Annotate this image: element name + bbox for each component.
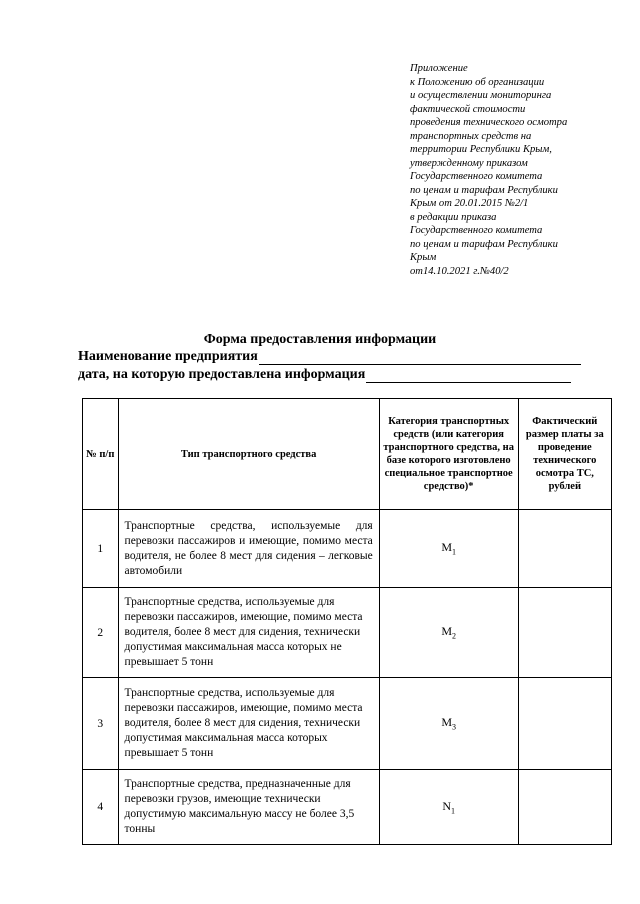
header-vehicle-type: Тип транспортного средства	[118, 399, 379, 510]
appendix-line: фактической стоимости	[410, 103, 526, 115]
table-row	[83, 510, 612, 588]
category-subscript: 2	[452, 631, 456, 641]
appendix-line: Крым	[410, 252, 437, 263]
appendix-line: и осуществлении мониторинга	[410, 90, 552, 101]
form-title: Форма предоставления информации	[203, 332, 437, 347]
appendix-line: по ценам и тарифам Республики	[410, 238, 558, 250]
table-row	[83, 678, 612, 770]
table-header-row	[83, 399, 612, 510]
category-cell	[379, 678, 518, 770]
category-subscript: 3	[452, 722, 456, 732]
vehicle-type-cell: Транспортные средства, предназначенные для перевозки грузов, имеющие технически допустимую максимальную массу не более 3,5 тонны	[118, 770, 379, 845]
row-number: 4	[83, 770, 119, 845]
appendix-line: по ценам и тарифам Республики	[410, 184, 558, 196]
header-number: № п/п	[83, 399, 119, 510]
appendix-line: утвержденному приказом	[410, 157, 528, 169]
vehicle-type-cell: Транспортные средства, используемые для перевозки пассажиров и имеющие, помимо места водителя, не более 8 мест для сидения – легковые автомобили	[118, 510, 379, 588]
inspection-fee-table	[82, 398, 612, 845]
category-subscript: 1	[452, 547, 456, 557]
row-number: 2	[83, 588, 119, 678]
category-cell	[379, 510, 518, 588]
company-name-field	[78, 349, 581, 365]
appendix-line: проведения технического осмотра	[410, 117, 568, 128]
category-code	[441, 624, 456, 641]
appendix-line: в редакции приказа	[410, 211, 497, 223]
category-letter: M	[441, 624, 452, 639]
appendix-line: Приложение	[410, 63, 468, 74]
appendix-line: Государственного комитета	[410, 171, 543, 182]
fee-cell	[518, 770, 611, 845]
table-row	[83, 770, 612, 845]
row-number: 3	[83, 678, 119, 770]
company-name-blank-line	[259, 351, 581, 365]
appendix-line: Крым от 20.01.2015 №2/1	[410, 198, 529, 209]
appendix-line: Государственного комитета	[410, 225, 543, 236]
appendix-line: транспортных средств на	[410, 130, 532, 142]
category-code	[441, 715, 456, 732]
category-code	[441, 540, 456, 557]
report-date-field	[78, 367, 571, 383]
appendix-note	[410, 62, 610, 278]
appendix-line: от14.10.2021 г.№40/2	[410, 265, 509, 277]
header-fee: Фактический размер платы за проведение технического осмотра ТС, рублей	[518, 399, 611, 510]
report-date-label: дата, на которую предоставлена информация	[78, 367, 366, 382]
report-date-blank-line	[366, 369, 571, 383]
company-name-label: Наименование предприятия	[78, 349, 258, 364]
table-row	[83, 588, 612, 678]
category-code	[442, 798, 455, 816]
fee-cell	[518, 678, 611, 770]
category-letter: M	[441, 540, 452, 555]
category-letter: N	[442, 798, 451, 813]
header-category: Категория транспортных средств (или категория транспортного средства, на базе которого изготовлено специальное транспортное средство)*	[379, 399, 518, 510]
vehicle-type-cell: Транспортные средства, используемые для перевозки пассажиров, имеющие, помимо места водителя, более 8 мест для сидения, технически допустимая максимальная масса которых не превышает 5 тонн	[118, 588, 379, 678]
category-subscript: 1	[451, 806, 455, 816]
appendix-line: территории Республики Крым,	[410, 144, 552, 155]
category-cell	[379, 588, 518, 678]
appendix-line: к Положению об организации	[410, 76, 545, 88]
fee-cell	[518, 510, 611, 588]
row-number: 1	[83, 510, 119, 588]
vehicle-type-cell: Транспортные средства, используемые для перевозки пассажиров, имеющие, помимо места водителя, более 8 мест для сидения, технически допустимая максимальная масса которых превышает 5 тонн	[118, 678, 379, 770]
category-letter: M	[441, 715, 452, 730]
fee-cell	[518, 588, 611, 678]
category-cell	[379, 770, 518, 845]
